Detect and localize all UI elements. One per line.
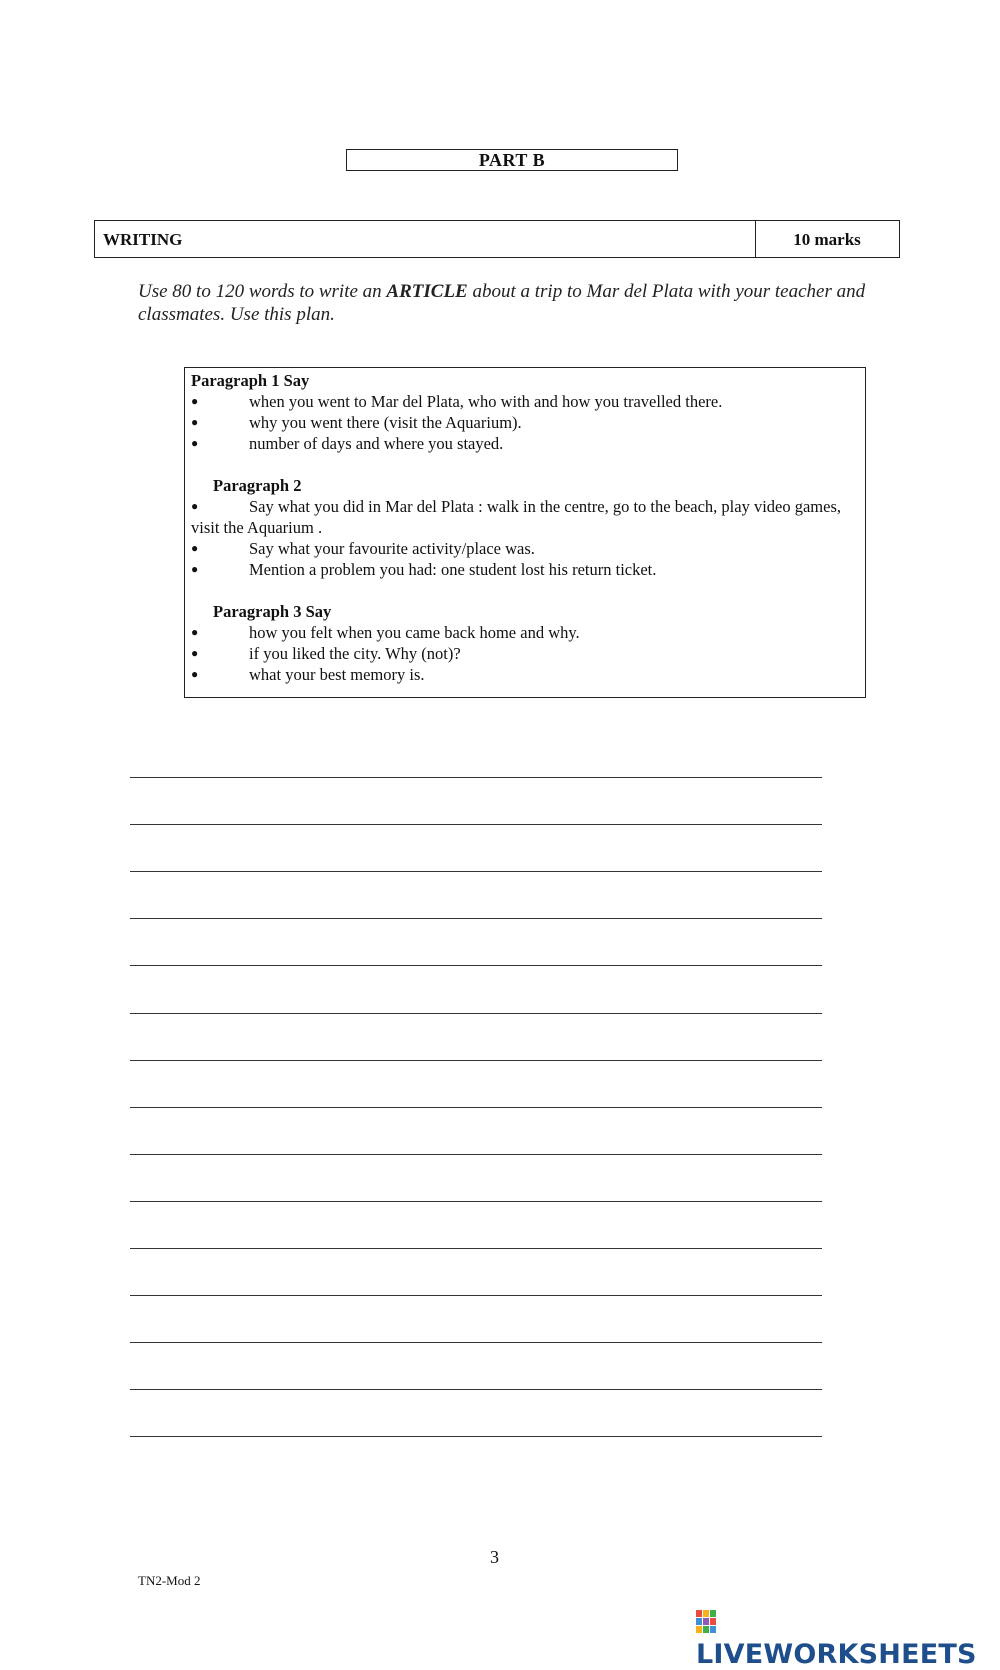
answer-line[interactable] [130, 1248, 822, 1249]
answer-line[interactable] [130, 1107, 822, 1108]
instructions-text-after: about a trip to Mar del Plata with your teacher and classmates. Use this plan. [138, 281, 866, 325]
section-header-table [94, 220, 900, 258]
answer-line[interactable] [130, 1295, 822, 1296]
paragraph-3-item: ● if you liked the city. Why (not)? [191, 643, 859, 664]
paragraph-2-heading: Paragraph 2 [213, 476, 302, 495]
answer-line[interactable] [130, 1201, 822, 1202]
paragraph-3-heading: Paragraph 3 Say [213, 602, 332, 621]
paragraph-3-item: ● what your best memory is. [191, 664, 859, 685]
paragraph-1-heading: Paragraph 1 Say [191, 371, 310, 390]
instructions-text-before: Use 80 to 120 words to write an [138, 281, 387, 302]
paragraph-1-item: ● why you went there (visit the Aquarium). [191, 412, 859, 433]
answer-line[interactable] [130, 1389, 822, 1390]
answer-line[interactable] [130, 871, 822, 872]
part-label: PART B [478, 150, 546, 170]
part-label-box [346, 149, 678, 171]
section-marks: 10 marks [793, 230, 861, 249]
section-title: WRITING [103, 230, 183, 249]
paragraph-1-item: ● number of days and where you stayed. [191, 433, 859, 454]
paragraph-2-item: ● Say what your favourite activity/place was. [191, 538, 859, 559]
answer-line[interactable] [130, 1154, 822, 1155]
answer-line[interactable] [130, 918, 822, 919]
writing-plan-box [184, 367, 866, 698]
instructions-emphasis: ARTICLE [386, 281, 468, 302]
answer-line[interactable] [130, 824, 822, 825]
spacer [191, 454, 859, 475]
page-number: 3 [490, 1547, 499, 1567]
answer-line[interactable] [130, 777, 822, 778]
answer-line[interactable] [130, 965, 822, 966]
paragraph-2-item: ● Say what you did in Mar del Plata : walk in the centre, go to the beach, play video games, visit the Aquarium . [191, 496, 859, 538]
paragraph-1-item: ● when you went to Mar del Plata, who with and how you travelled there. [191, 391, 859, 412]
brand-text: LIVEWORKSHEETS [696, 1639, 977, 1670]
answer-line[interactable] [130, 1436, 822, 1437]
paragraph-2-item: ● Mention a problem you had: one student lost his return ticket. [191, 559, 859, 580]
liveworksheets-logo-icon [696, 1610, 718, 1634]
liveworksheets-brand [696, 1608, 1000, 1670]
spacer [191, 580, 859, 601]
instructions [138, 280, 878, 326]
document-code: TN2-Mod 2 [138, 1573, 201, 1588]
answer-line[interactable] [130, 1013, 822, 1014]
answer-line[interactable] [130, 1060, 822, 1061]
paragraph-3-item: ● how you felt when you came back home and why. [191, 622, 859, 643]
answer-line[interactable] [130, 1342, 822, 1343]
